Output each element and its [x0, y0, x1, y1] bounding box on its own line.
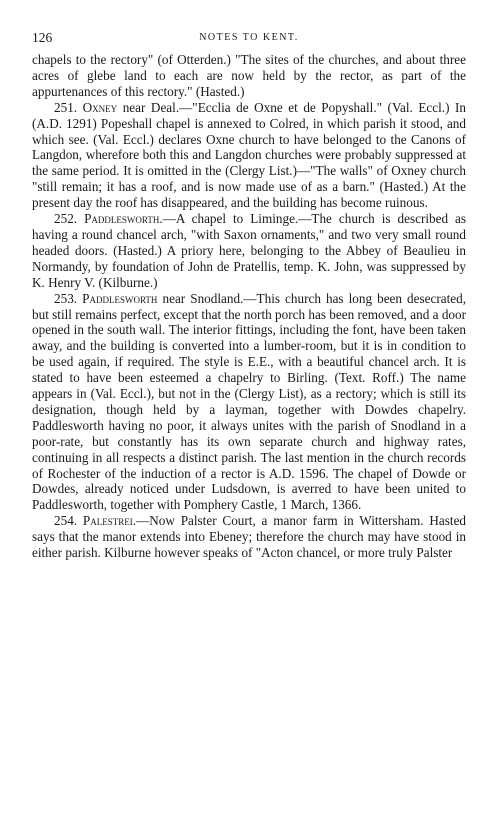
entry-place: Paddlesworth: [84, 211, 160, 227]
entry-text: near Deal.—"Ecclia de Oxne et de Popyshall." (Val. Eccl.) In (A.D. 1291) Popeshall chapel is annexed to Colred, in which parish it stood, and which see. (Val. Eccl.) declares Oxne church to have belonged to the Canons of Langdon, wherefore both this and Langdon churches were probably suppressed at the same period. It is omitted in the (Clergy List.)—"The walls" of Oxney church "still remain; it has a roof, and is now made use of as a barn." (Hasted.) At the present day the roof has disappeared, and the building has become ruinous.: [32, 99, 466, 211]
entry-paddlesworth-liminge: [32, 211, 466, 291]
entry-number: 252.: [54, 211, 78, 227]
entry-oxney: [32, 100, 466, 211]
entry-place: Palestrei: [82, 513, 133, 529]
page-number: 126: [32, 30, 53, 45]
page-body: [32, 52, 466, 561]
paragraph-text: chapels to the rectory" (of Otterden.) "The sites of the churches, and about three acres of glebe land to each are now held by the rector, as part of the appurtenances of this rectory." (Hasted.): [32, 52, 466, 99]
entry-place: Paddlesworth: [82, 290, 158, 306]
entry-text: .—Now Palster Court, a manor farm in Wittersham. Hasted says that the manor extends into Ebeney; therefore the church may have stood in either parish. Kilburne however speaks of "Acton chancel, or more truly Palster: [32, 513, 467, 561]
entry-paddlesworth-snodland: [32, 291, 466, 514]
running-header: [32, 30, 466, 50]
entry-number: 254.: [54, 513, 78, 529]
running-title: NOTES TO KENT.: [199, 32, 299, 43]
entry-text: .—A chapel to Liminge.—The church is described as having a round chancel arch, "with Saxon ornaments," and two very small round headed doors. (Hasted.) A priory here, belonging to the Abbey of Beaulieu in Normandy, by foundation of John de Pratellis, temp. K. John, was suppressed by K. Henry V. (Kilburne.): [32, 211, 467, 290]
entry-number: 251.: [54, 99, 78, 115]
entry-palestrei: [32, 513, 466, 561]
paragraph-continued: [32, 52, 466, 100]
entry-place: Oxney: [82, 99, 118, 115]
entry-text: near Snodland.—This church has long been desecrated, but still remains perfect, except that the north porch has been removed, and a door opened in the south wall. The interior fittings, including the font, have been taken away, and the building is converted into a lumber-room, but it is in condition to be used again, if required. The style is E.E., with a beautiful chancel arch. It is stated to have been esteemed a chapelry to Birling. (Text. Roff.) The name appears in (Val. Eccl.), but not in the (Clergy List), as a rectory; which is still its designation, though held by a layman, together with Dowdes chapelry. Paddlesworth having no poor, it always unites with the parish of Snodland in a poor-rate, but constantly has its own separate church and highway rates, continuing in all respects a distinct parish. The last mention in the church records of Rochester of the induction of a rector is A.D. 1596. The chapel of Dowde or Dowdes, already noticed under Ludsdown, is averred to have been united to Paddlesworth, together with Pomphery Castle, 1 March, 1366.: [32, 290, 466, 513]
entry-number: 253.: [54, 290, 78, 306]
